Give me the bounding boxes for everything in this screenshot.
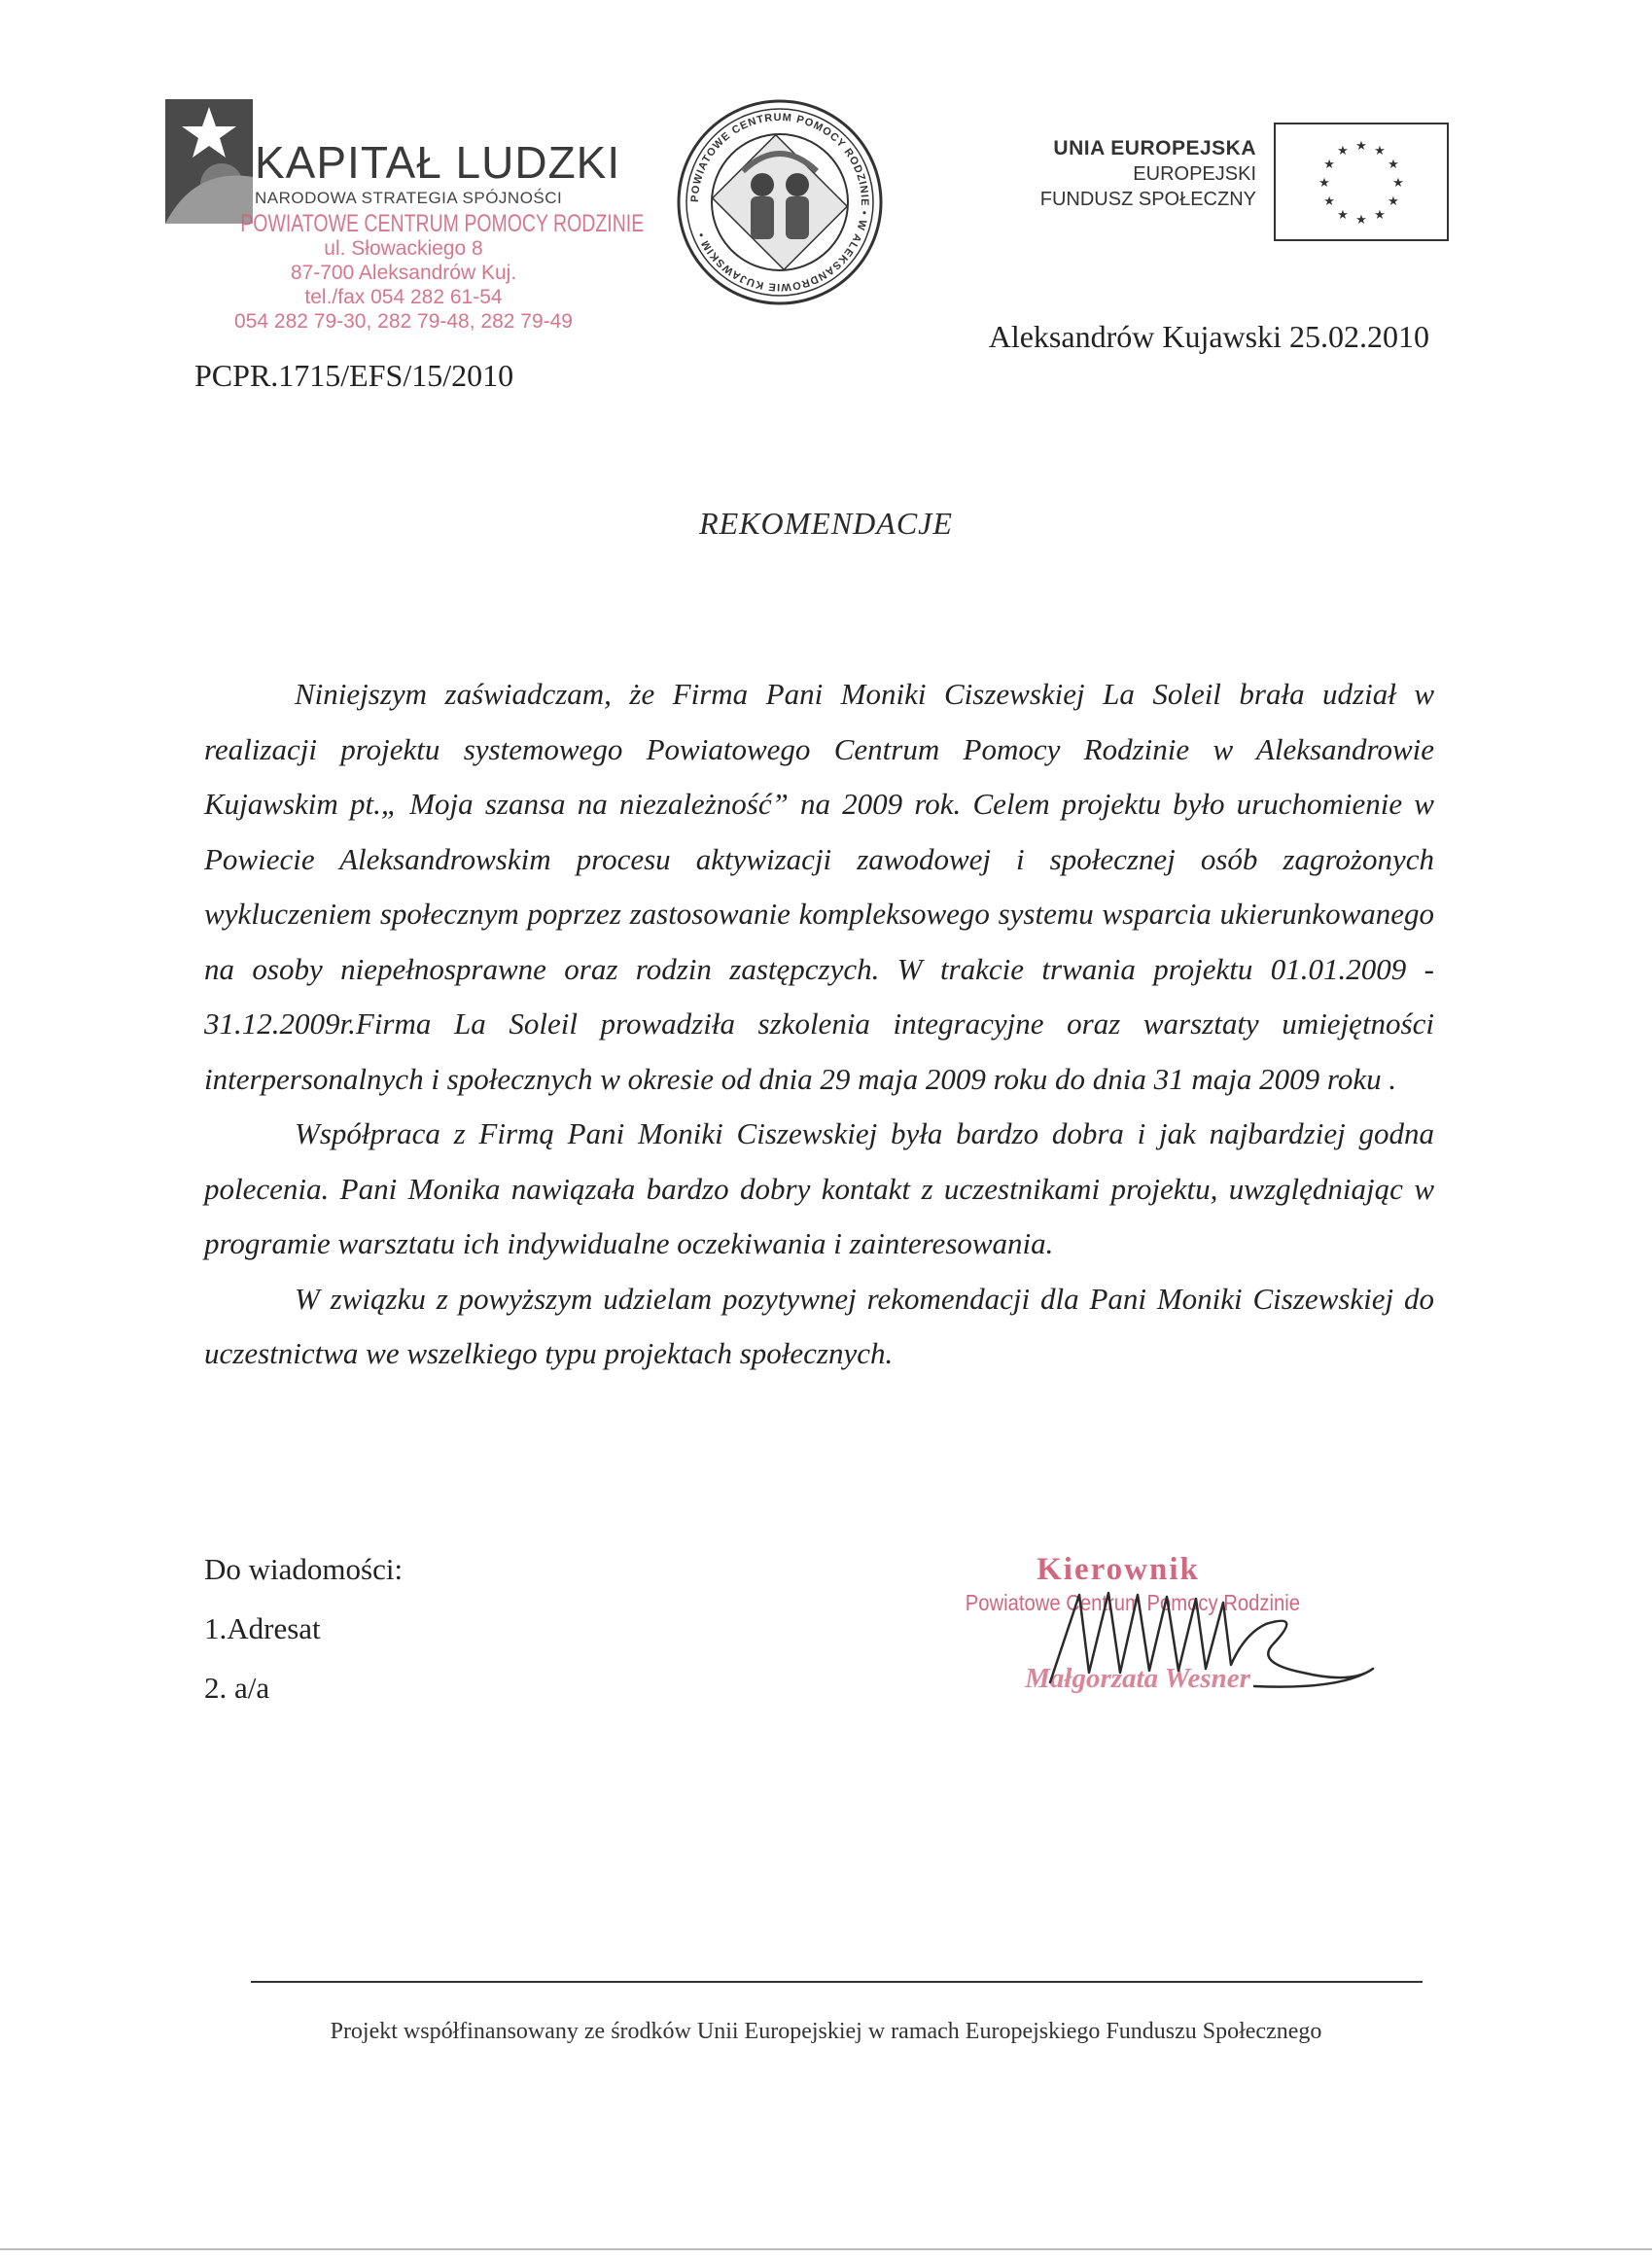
eu-star-icon: ★ <box>1388 194 1399 209</box>
round-seal-icon <box>675 97 885 307</box>
eu-line-1: UNIA EUROPEJSKA <box>1053 137 1256 159</box>
handwritten-signature <box>1011 1575 1381 1702</box>
eu-star-icon: ★ <box>1323 158 1335 172</box>
place-date: Aleksandrów Kujawski 25.02.2010 <box>988 319 1429 354</box>
office-stamp <box>194 210 645 334</box>
distribution-item-2: 2. a/a <box>204 1671 270 1705</box>
office-stamp-line-1: POWIATOWE CENTRUM POMOCY RODZINIE <box>240 210 645 237</box>
footer-text: Projekt współfinansowany ze środków Unii Europejskiej w ramach Europejskiego Funduszu Społecznego <box>330 2019 1322 2044</box>
program-logo-title: KAPITAŁ LUDZKI <box>255 137 621 188</box>
eu-flag-icon <box>1274 123 1449 241</box>
office-stamp-line-4: tel./fax 054 282 61-54 <box>304 286 503 308</box>
document-heading: REKOMENDACJE <box>699 506 953 541</box>
eu-star-icon: ★ <box>1374 207 1386 223</box>
distribution-item-1: 1.Adresat <box>204 1611 321 1645</box>
signature-stamp-title: Kierownik <box>1037 1552 1200 1587</box>
eu-star-icon: ★ <box>1337 144 1349 159</box>
eu-text-block <box>933 136 1256 212</box>
eu-star-icon: ★ <box>1318 176 1330 191</box>
office-stamp-line-3: 87-700 Aleksandrów Kuj. <box>290 262 517 284</box>
eu-star-icon: ★ <box>1337 207 1349 223</box>
signature-stamp-name: Małgorzata Wesner <box>1025 1663 1250 1694</box>
kapital-ludzki-logo-icon <box>165 99 253 224</box>
footer-divider <box>251 1981 1423 1983</box>
document-body <box>204 667 1434 1382</box>
eu-line-3: FUNDUSZ SPOŁECZNY <box>1039 189 1256 210</box>
eu-star-icon: ★ <box>1388 158 1399 172</box>
eu-star-icon: ★ <box>1392 176 1404 191</box>
eu-star-icon: ★ <box>1374 144 1386 159</box>
eu-star-icon: ★ <box>1355 213 1367 228</box>
body-paragraph-2: Współpraca z Firmą Pani Moniki Ciszewskiej była bardzo dobra i jak najbardziej godna polecenia. Pani Monika nawiązała bardzo dobry kontakt z uczestnikami projektu, uwzględniając w programie warsztatu ich indywidualne oczekiwania i zainteresowania. <box>204 1116 1434 1260</box>
scan-edge-line <box>0 2248 1652 2250</box>
program-logo-subtitle: NARODOWA STRATEGIA SPÓJNOŚCI <box>255 189 563 207</box>
reference-number: PCPR.1715/EFS/15/2010 <box>194 358 514 393</box>
office-stamp-line-5: 054 282 79-30, 282 79-48, 282 79-49 <box>234 310 573 333</box>
eu-star-icon: ★ <box>1323 194 1335 209</box>
body-paragraph-1: Niniejszym zaświadczam, że Firma Pani Moniki Ciszewskiej La Soleil brała udział w realizacji projektu systemowego Powiatowego Centrum Pomocy Rodzinie w Aleksandrowie Kujawskim pt.„ Moja szansa na niezależność” na 2009 rok. Celem projektu było uruchomienie w Powiecie Aleksandrowskim procesu aktywizacji zawodowej i społecznej osób zagrożonych wykluczeniem społecznym poprzez zastosowanie kompleksowego systemu wsparcia ukierunkowanego na osoby niepełnosprawne oraz rodzin zastępczych. W trakcie trwania projektu 01.01.2009 - 31.12.2009r.Firma La Soleil prowadziła szkolenia integracyjne oraz warsztaty umiejętności interpersonalnych i społecznych w okresie od dnia 29 maja 2009 roku do dnia 31 maja 2009 roku . <box>204 677 1434 1096</box>
distribution-label: Do wiadomości: <box>204 1552 404 1586</box>
eu-star-icon: ★ <box>1355 139 1367 154</box>
office-stamp-line-2: ul. Słowackiego 8 <box>324 237 483 260</box>
svg-text:POWIATOWE CENTRUM POMOCY RODZI: POWIATOWE CENTRUM POMOCY RODZINIE • W ALEKSANDROWIE KUJAWSKIM • <box>688 111 871 294</box>
eu-line-2: EUROPEJSKI <box>1133 163 1256 185</box>
body-paragraph-3: W związku z powyższym udzielam pozytywnej rekomendacji dla Pani Moniki Ciszewskiej do uczestnictwa we wszelkiego typu projektach społecznych. <box>204 1281 1434 1370</box>
signature-stamp-office: Powiatowe Centrum Pomocy Rodzinie <box>965 1590 1301 1615</box>
